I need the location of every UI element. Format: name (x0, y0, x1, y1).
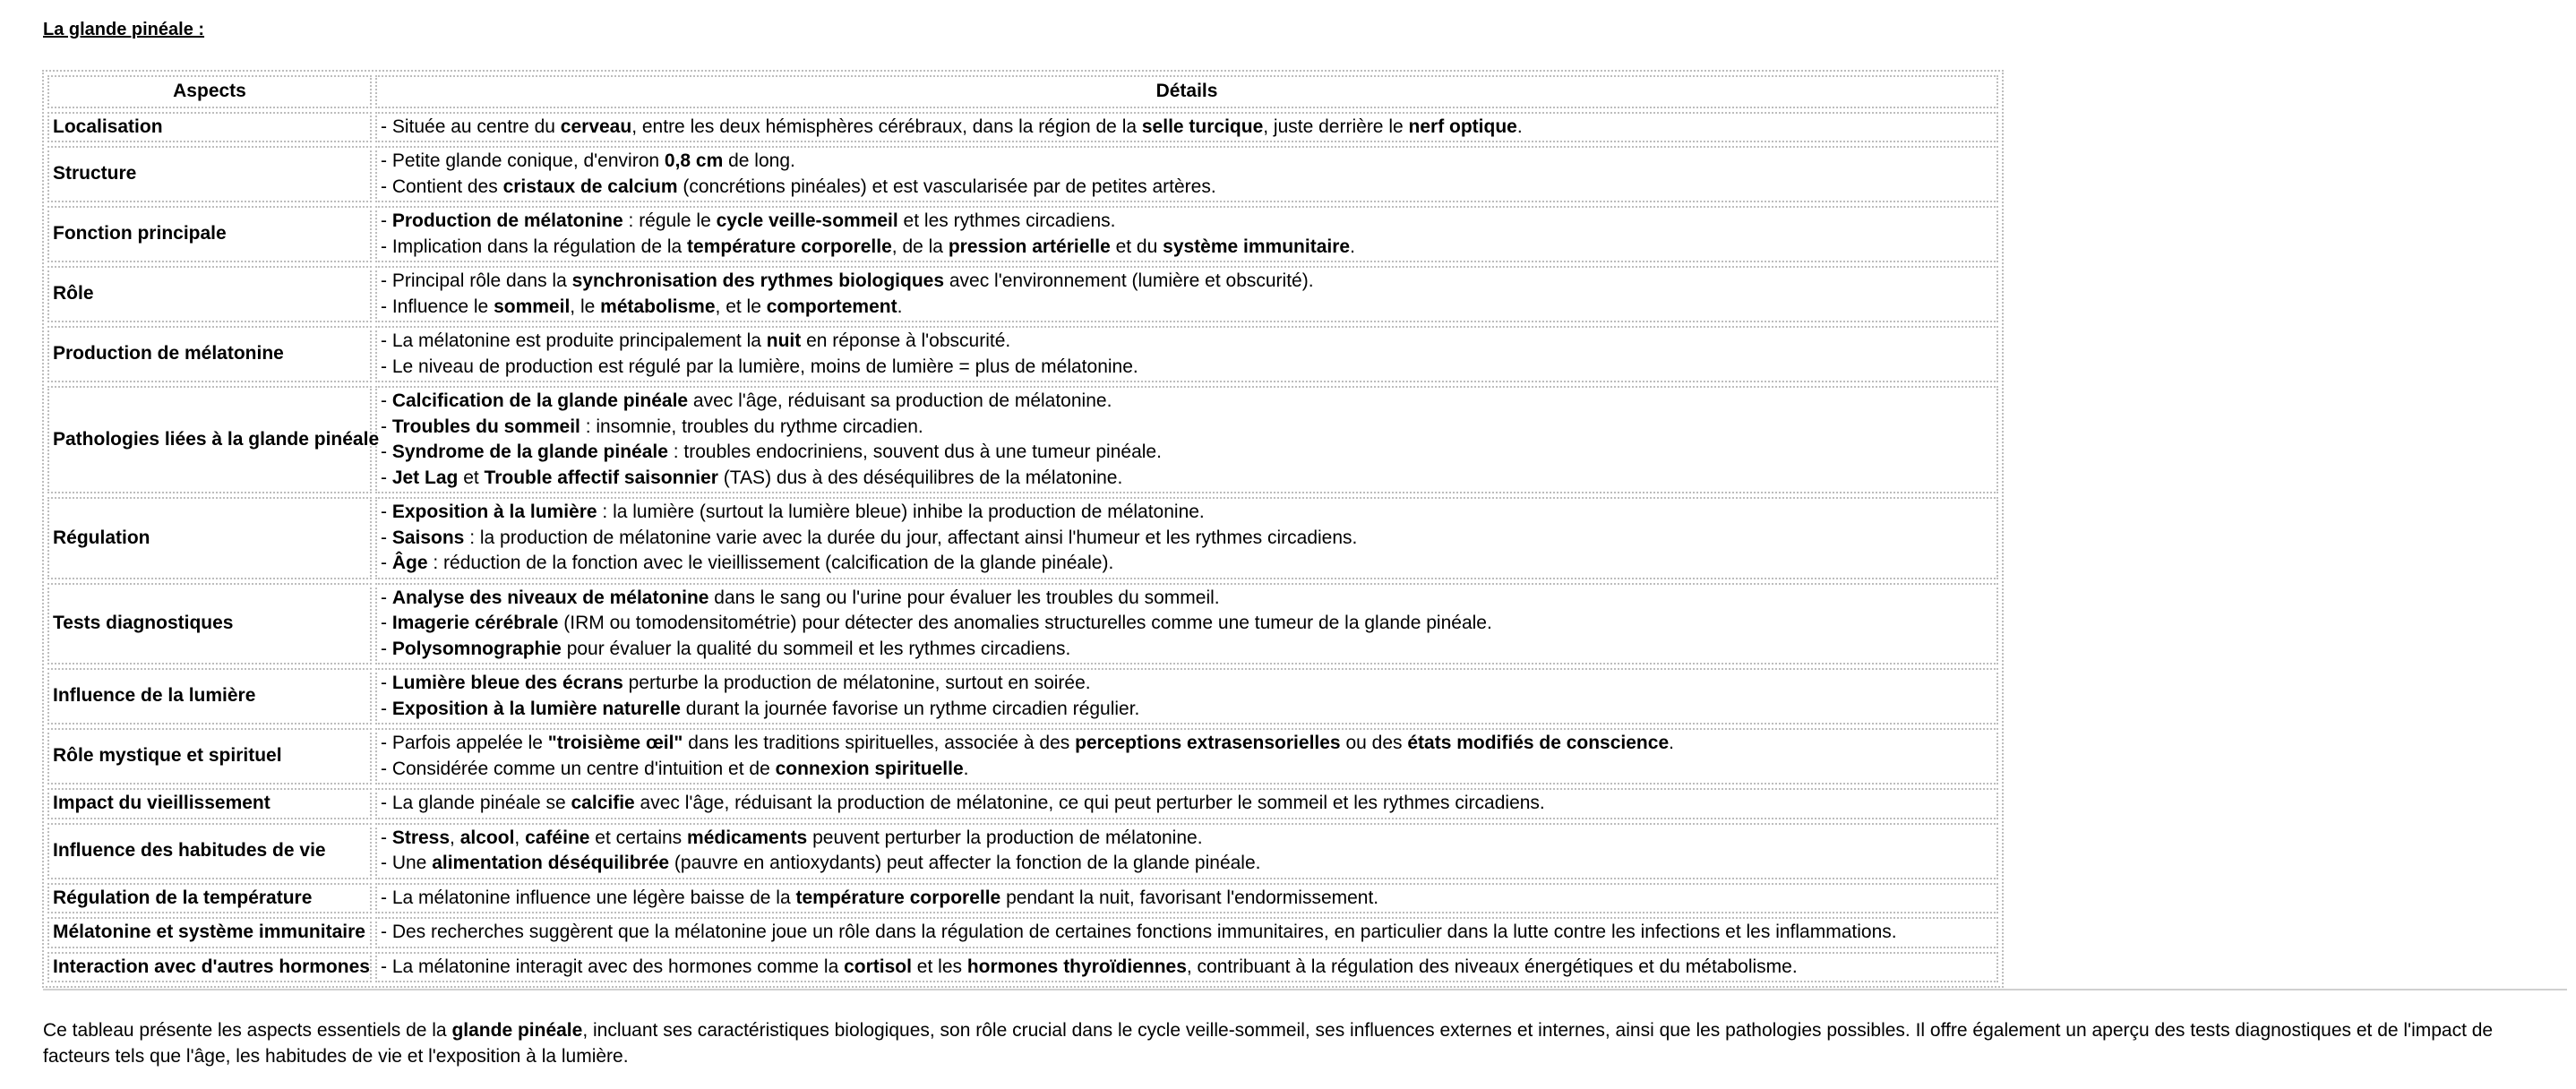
text-run: avec l'environnement (lumière et obscurité). (944, 270, 1314, 291)
detail-line (381, 886, 1993, 912)
table-row (47, 206, 1998, 262)
table-row (47, 386, 1998, 493)
text-run: : régule le (623, 210, 717, 231)
text-run: perturbe la production de mélatonine, surtout en soirée. (623, 673, 1091, 693)
text-run: (pauvre en antioxydants) peut affecter la fonction de la glande pinéale. (669, 853, 1261, 873)
text-run: - (381, 502, 392, 522)
aspect-cell: Régulation de la température (47, 883, 372, 914)
detail-line (381, 466, 1993, 492)
aspect-cell: Régulation (47, 497, 372, 579)
table-row (47, 266, 1998, 322)
detail-cell (375, 266, 1998, 322)
bold-text: synchronisation des rythmes biologiques (571, 270, 945, 291)
text-run: - Implication dans la régulation de la (381, 236, 688, 257)
aspect-cell: Fonction principale (47, 206, 372, 262)
text-run: - Parfois appelée le (381, 733, 548, 753)
horizontal-divider (43, 989, 2567, 990)
detail-line (381, 329, 1993, 355)
text-run: : insomnie, troubles du rythme circadien. (580, 416, 923, 437)
text-run: - (381, 467, 392, 488)
bold-text: Âge (391, 553, 428, 573)
text-run: . (963, 758, 969, 779)
text-run: , juste derrière le (1263, 116, 1409, 137)
bold-text: température corporelle (795, 887, 1001, 908)
aspect-cell: Pathologies liées à la glande pinéale (47, 386, 372, 493)
table-row (47, 823, 1998, 879)
text-run: - (381, 527, 392, 548)
detail-cell (375, 788, 1998, 819)
detail-cell (375, 668, 1998, 725)
table-container (42, 70, 2004, 988)
aspect-cell: Rôle mystique et spirituel (47, 728, 372, 785)
bold-text: comportement (766, 296, 897, 317)
header-row (47, 75, 1998, 108)
bold-text: "troisième œil" (547, 733, 683, 753)
detail-line (381, 791, 1993, 817)
detail-cell (375, 917, 1998, 948)
table-header (47, 75, 1998, 108)
table-row (47, 112, 1998, 143)
table-row (47, 917, 1998, 948)
text-run: , et le (715, 296, 767, 317)
bold-text: médicaments (687, 827, 808, 848)
text-run: - (381, 613, 392, 633)
table-row (47, 583, 1998, 665)
text-run: , le (570, 296, 601, 317)
text-run: - Des recherches suggèrent que la mélatonine joue un rôle dans la régulation de certaines fonctions immunitaires, en particulier dans la lutte contre les infections et les inflammations. (381, 922, 1897, 942)
bold-text: cristaux de calcium (502, 176, 678, 197)
bold-text: métabolisme (600, 296, 716, 317)
bold-text: alcool (459, 827, 515, 848)
detail-line (381, 149, 1993, 175)
detail-line (381, 389, 1993, 415)
detail-line (381, 175, 1993, 201)
table-row (47, 883, 1998, 914)
detail-line (381, 920, 1993, 946)
detail-line (381, 295, 1993, 321)
text-run: . (1516, 116, 1523, 137)
text-run: - (381, 698, 392, 719)
text-run: dans le sang ou l'urine pour évaluer les troubles du sommeil. (708, 587, 1220, 608)
text-run: . (1669, 733, 1674, 753)
table-body (47, 112, 1998, 983)
bold-text: cycle veille-sommeil (716, 210, 898, 231)
detail-cell (375, 386, 1998, 493)
bold-text: perceptions extrasensorielles (1075, 733, 1341, 753)
text-run: - (381, 673, 392, 693)
text-run: - Située au centre du (381, 116, 561, 137)
aspect-cell: Structure (47, 146, 372, 202)
text-run: dans les traditions spirituelles, associée à des (683, 733, 1076, 753)
detail-line (381, 235, 1993, 261)
bold-text: glande pinéale (451, 1020, 583, 1041)
text-run: - (381, 416, 392, 437)
header-aspects: Aspects (47, 75, 372, 108)
table-row (47, 788, 1998, 819)
bold-text: calcifie (571, 793, 635, 813)
text-run: , entre les deux hémisphères cérébraux, dans la région de la (631, 116, 1142, 137)
text-run: de long. (723, 150, 795, 171)
text-run: en réponse à l'obscurité. (801, 330, 1011, 351)
detail-cell (375, 883, 1998, 914)
bold-text: Syndrome de la glande pinéale (391, 442, 668, 462)
aspect-cell: Influence des habitudes de vie (47, 823, 372, 879)
text-run: avec l'âge, réduisant sa production de mélatonine. (688, 390, 1112, 411)
text-run: - La mélatonine influence une légère baisse de la (381, 887, 796, 908)
text-run: (concrétions pinéales) et est vascularisée par de petites artères. (677, 176, 1216, 197)
detail-cell (375, 823, 1998, 879)
detail-line (381, 637, 1993, 663)
detail-line (381, 500, 1993, 526)
bold-text: Exposition à la lumière (391, 502, 597, 522)
text-run: - Le niveau de production est régulé par la lumière, moins de lumière = plus de mélatonine. (381, 356, 1138, 377)
table-row (47, 146, 1998, 202)
bold-text: caféine (525, 827, 590, 848)
text-run: : la production de mélatonine varie avec la durée du jour, affectant ainsi l'humeur et les rythmes circadiens. (464, 527, 1358, 548)
text-run: ou des (1340, 733, 1408, 753)
table-row (47, 668, 1998, 725)
detail-line (381, 551, 1993, 577)
bold-text: Lumière bleue des écrans (391, 673, 623, 693)
text-run: : réduction de la fonction avec le vieillissement (calcification de la glande pinéale). (427, 553, 1114, 573)
text-run: - (381, 638, 392, 659)
detail-line (381, 415, 1993, 441)
detail-line (381, 269, 1993, 295)
text-run: - (381, 553, 392, 573)
detail-line (381, 355, 1993, 381)
aspect-cell: Interaction avec d'autres hormones (47, 952, 372, 983)
detail-line (381, 671, 1993, 697)
text-run: et du (1110, 236, 1163, 257)
bold-text: Saisons (391, 527, 465, 548)
aspect-cell: Production de mélatonine (47, 326, 372, 382)
text-run: - La mélatonine est produite principalement la (381, 330, 767, 351)
bold-text: système immunitaire (1163, 236, 1351, 257)
text-run: pour évaluer la qualité du sommeil et les rythmes circadiens. (561, 638, 1071, 659)
bold-text: cerveau (560, 116, 632, 137)
bold-text: nuit (766, 330, 802, 351)
text-run: , (514, 827, 526, 848)
detail-line (381, 586, 1993, 612)
aspect-cell: Rôle (47, 266, 372, 322)
bold-text: cortisol (844, 956, 912, 977)
bold-text: température corporelle (687, 236, 892, 257)
text-run: et (458, 467, 485, 488)
text-run: - Principal rôle dans la (381, 270, 572, 291)
bold-text: hormones thyroïdiennes (966, 956, 1187, 977)
text-run: - (381, 827, 392, 848)
bold-text: connexion spirituelle (775, 758, 964, 779)
text-run: Ce tableau présente les aspects essentiels de la (43, 1020, 452, 1041)
text-run: et certains (589, 827, 688, 848)
text-run: . (897, 296, 903, 317)
aspect-cell: Impact du vieillissement (47, 788, 372, 819)
bold-text: Troubles du sommeil (391, 416, 580, 437)
text-run: : la lumière (surtout la lumière bleue) inhibe la production de mélatonine. (597, 502, 1205, 522)
bold-text: Analyse des niveaux de mélatonine (391, 587, 709, 608)
text-run: , (450, 827, 460, 848)
bold-text: Polysomnographie (391, 638, 562, 659)
pineal-gland-table (42, 70, 2004, 988)
text-run: - (381, 442, 392, 462)
table-row (47, 728, 1998, 785)
bold-text: pression artérielle (948, 236, 1111, 257)
text-run: (TAS) dus à des déséquilibres de la mélatonine. (717, 467, 1123, 488)
bold-text: Production de mélatonine (391, 210, 623, 231)
detail-line (381, 955, 1993, 981)
text-run: - Une (381, 853, 433, 873)
aspect-cell: Mélatonine et système immunitaire (47, 917, 372, 948)
detail-cell (375, 146, 1998, 202)
text-run: , contribuant à la régulation des niveaux énergétiques et du métabolisme. (1186, 956, 1798, 977)
detail-line (381, 115, 1993, 141)
detail-line (381, 526, 1993, 552)
bold-text: états modifiés de conscience (1407, 733, 1670, 753)
bold-text: alimentation déséquilibrée (432, 853, 670, 873)
text-run: - La mélatonine interagit avec des hormones comme la (381, 956, 845, 977)
table-row (47, 497, 1998, 579)
text-run: - La glande pinéale se (381, 793, 571, 813)
detail-cell (375, 497, 1998, 579)
bold-text: Imagerie cérébrale (391, 613, 559, 633)
detail-cell (375, 728, 1998, 785)
table-row (47, 952, 1998, 983)
detail-line (381, 209, 1993, 235)
header-details: Détails (375, 75, 1998, 108)
text-run: avec l'âge, réduisant la production de mélatonine, ce qui peut perturber le sommeil et les rythmes circadiens. (634, 793, 1545, 813)
text-run: . (1350, 236, 1355, 257)
detail-cell (375, 206, 1998, 262)
bold-text: Calcification de la glande pinéale (391, 390, 689, 411)
bold-text: Trouble affectif saisonnier (484, 467, 718, 488)
detail-line (381, 440, 1993, 466)
aspect-cell: Tests diagnostiques (47, 583, 372, 665)
detail-line (381, 697, 1993, 723)
detail-line (381, 826, 1993, 852)
detail-line (381, 757, 1993, 783)
bold-text: Jet Lag (391, 467, 459, 488)
text-run: et les (911, 956, 967, 977)
detail-cell (375, 952, 1998, 983)
summary-paragraph (43, 1017, 2542, 1069)
aspect-cell: Influence de la lumière (47, 668, 372, 725)
table-row (47, 326, 1998, 382)
detail-line (381, 611, 1993, 637)
text-run: , de la (891, 236, 949, 257)
text-run: (IRM ou tomodensitométrie) pour détecter des anomalies structurelles comme une tumeur de la glande pinéale. (558, 613, 1492, 633)
bold-text: nerf optique (1408, 116, 1517, 137)
text-run: - Considérée comme un centre d'intuition et de (381, 758, 776, 779)
text-run: peuvent perturber la production de mélatonine. (807, 827, 1203, 848)
text-run: : troubles endocriniens, souvent dus à une tumeur pinéale. (667, 442, 1162, 462)
bold-text: 0,8 cm (664, 150, 724, 171)
text-run: - (381, 390, 392, 411)
text-run: , incluant ses caractéristiques biologiques, son rôle crucial dans le cycle veille-sommeil, ses influences externes et internes, ainsi que les pathologies possibles. Il offre également un aperçu des tests diagnostiques et de l'impact de facteurs tels que l'âge, les habitudes de vie et l'exposition à la lumière. (43, 1020, 2494, 1067)
detail-line (381, 851, 1993, 877)
text-run: - (381, 210, 392, 231)
detail-cell (375, 326, 1998, 382)
text-run: - (381, 587, 392, 608)
aspect-cell: Localisation (47, 112, 372, 143)
text-run: et les rythmes circadiens. (897, 210, 1116, 231)
text-run: - Petite glande conique, d'environ (381, 150, 665, 171)
text-run: - Influence le (381, 296, 494, 317)
text-run: durant la journée favorise un rythme circadien régulier. (680, 698, 1140, 719)
document-title: La glande pinéale : (43, 20, 205, 39)
detail-line (381, 731, 1993, 757)
detail-cell (375, 112, 1998, 143)
bold-text: Exposition à la lumière naturelle (391, 698, 681, 719)
detail-cell (375, 583, 1998, 665)
bold-text: selle turcique (1141, 116, 1264, 137)
text-run: - Contient des (381, 176, 503, 197)
text-run: pendant la nuit, favorisant l'endormissement. (1000, 887, 1379, 908)
bold-text: sommeil (494, 296, 571, 317)
bold-text: Stress (391, 827, 451, 848)
